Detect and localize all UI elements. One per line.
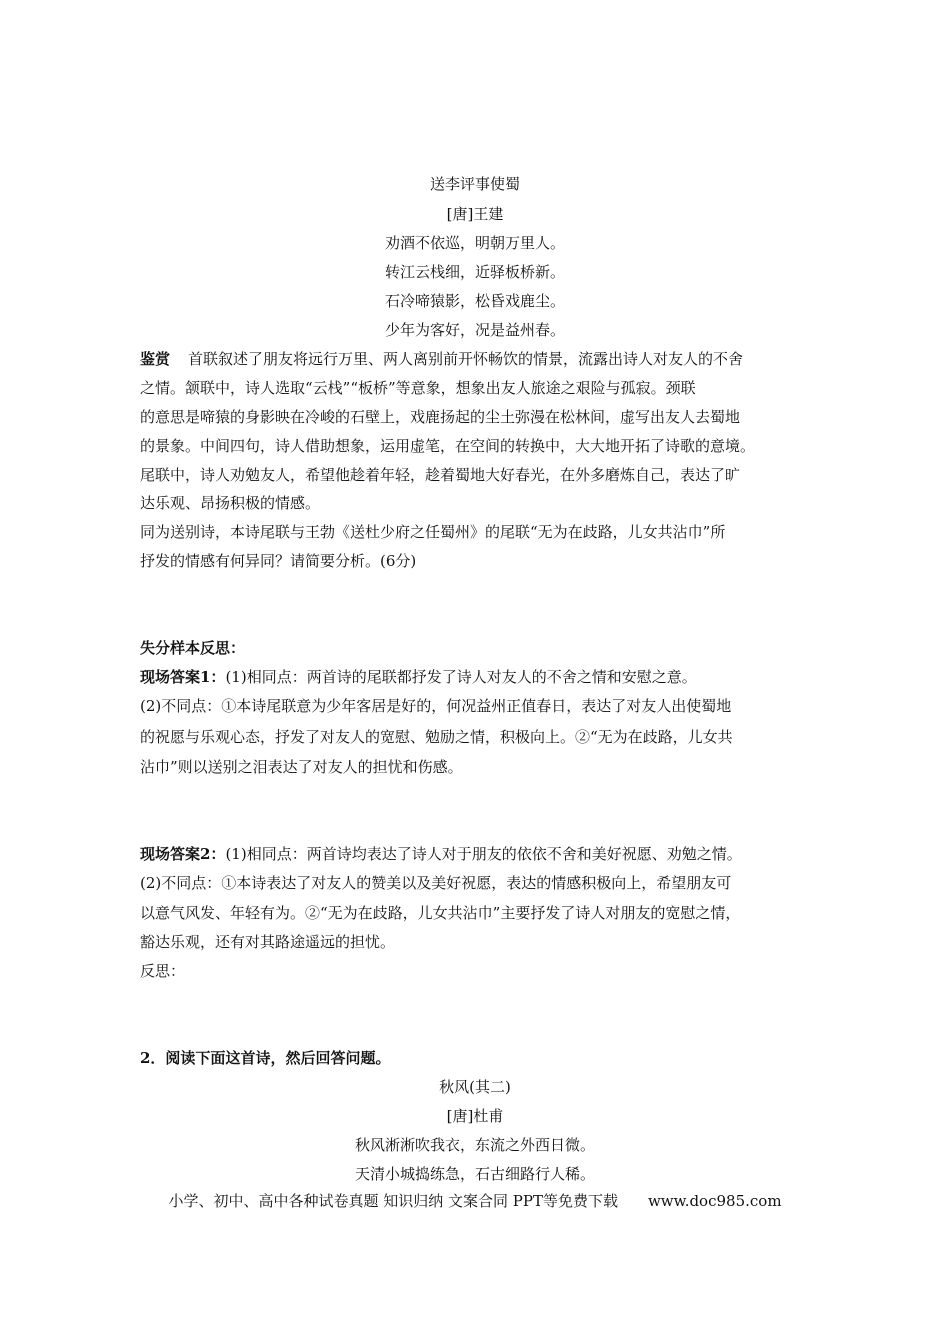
appreciation-label: 鉴赏	[140, 350, 171, 368]
answer1-line: (2)不同点：①本诗尾联意为少年客居是好的，何况益州正值春日，表达了对友人出使蜀地	[140, 697, 732, 715]
answer1-line-1	[140, 667, 697, 687]
footer-url[interactable]: www.doc985.com	[647, 1192, 782, 1210]
answer1-text: (1)相同点：两首诗的尾联都抒发了诗人对友人的不舍之情和安慰之意。	[225, 668, 697, 686]
appreciation-line: 尾联中，诗人劝勉友人，希望他趁着年轻，趁着蜀地大好春光，在外多磨炼自己，表达了旷	[140, 466, 741, 484]
answer2-line: (2)不同点：①本诗表达了对友人的赞美以及美好祝愿，表达的情感积极向上，希望朋友可	[140, 874, 732, 892]
appreciation-line: 的意思是啼猿的身影映在冷峻的石壁上，戏鹿扬起的尘土弥漫在松林间，虚写出友人去蜀地	[140, 408, 741, 426]
poem-line: 转江云栈细，近驿板桥新。	[384, 263, 565, 281]
poem2-line: 天清小城捣练急，石古细路行人稀。	[354, 1165, 595, 1183]
poem2-author: [唐]杜甫	[446, 1107, 504, 1125]
appreciation-line: 之情。颔联中，诗人选取“云栈”“板桥”等意象，想象出友人旅途之艰险与孤寂。颈联	[140, 379, 696, 397]
question-line: 抒发的情感有何异同？请简要分析。(6分)	[140, 552, 417, 570]
poem2-line: 秋风淅淅吹我衣，东流之外西日微。	[354, 1136, 595, 1154]
answer2-text: (1)相同点：两首诗均表达了诗人对于朋友的依依不舍和美好祝愿、劝勉之情。	[225, 845, 742, 863]
appreciation-line-1	[140, 349, 743, 369]
appreciation-text: 首联叙述了朋友将远行万里、两人离别前开怀畅饮的情景，流露出诗人对友人的不舍	[188, 350, 744, 368]
reflection-label: 反思：	[140, 962, 186, 980]
poem-title: 送李评事使蜀	[429, 175, 520, 193]
page-footer	[0, 1191, 950, 1211]
footer-text: 小学、初中、高中各种试卷真题 知识归纳 文案合同 PPT等免费下载	[168, 1192, 618, 1210]
appreciation-line: 达乐观、昂扬积极的情感。	[140, 494, 321, 512]
poem-line: 少年为客好，况是益州春。	[384, 321, 565, 339]
question-line: 同为送别诗，本诗尾联与王勃《送杜少府之任蜀州》的尾联“无为在歧路，儿女共沾巾”所	[140, 523, 726, 541]
answer1-line: 的祝愿与乐观心态，抒发了对友人的宽慰、勉励之情，积极向上。②“无为在歧路，儿女共	[140, 728, 733, 746]
poem-line: 劝酒不依巡，明朝万里人。	[384, 234, 565, 252]
answer2-label: 现场答案2：	[140, 845, 226, 863]
poem2-title: 秋风(其二)	[439, 1078, 511, 1096]
section2-heading: 2．阅读下面这首诗，然后回答问题。	[140, 1049, 391, 1067]
appreciation-line: 的景象。中间四句，诗人借助想象，运用虚笔，在空间的转换中，大大地开拓了诗歌的意境。	[140, 437, 756, 455]
answer1-label: 现场答案1：	[140, 668, 226, 686]
reflection-heading: 失分样本反思：	[140, 639, 246, 657]
answer1-line: 沾巾”则以送别之泪表达了对友人的担忧和伤感。	[140, 758, 463, 776]
answer2-line: 豁达乐观，还有对其路途遥远的担忧。	[140, 933, 396, 951]
answer2-line: 以意气风发、年轻有为。②“无为在歧路，儿女共沾巾”主要抒发了诗人对朋友的宽慰之情，	[140, 904, 741, 922]
answer2-line-1	[140, 844, 742, 864]
poem-author: [唐]王建	[446, 205, 504, 223]
poem-line: 石冷啼猿影，松昏戏鹿尘。	[384, 292, 565, 310]
